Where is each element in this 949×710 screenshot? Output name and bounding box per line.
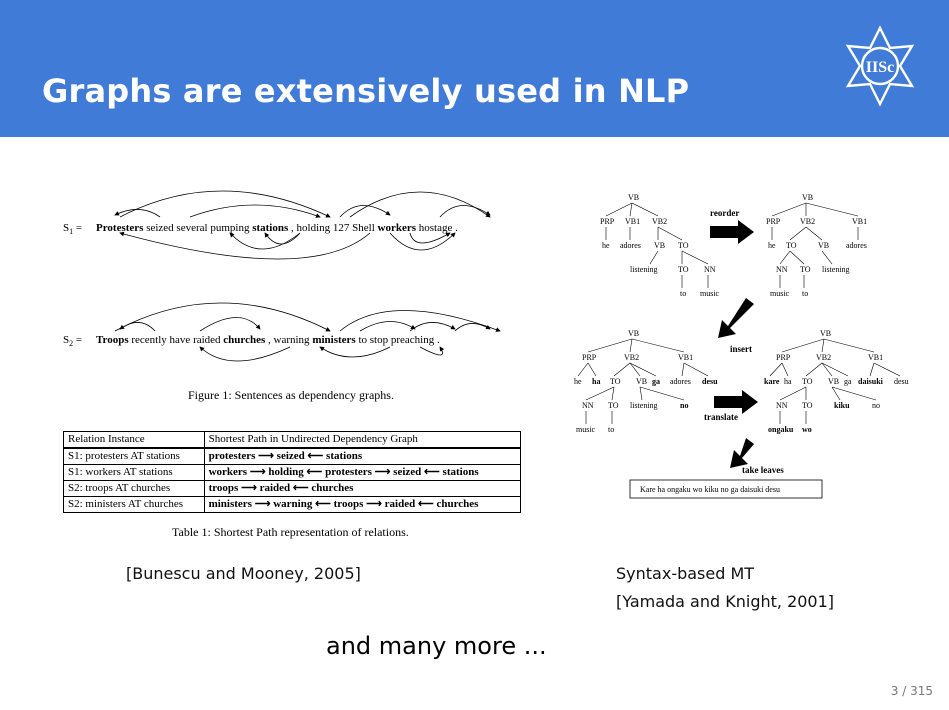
insert-arrow bbox=[718, 298, 754, 338]
svg-text:adores: adores bbox=[846, 241, 867, 250]
svg-text:music: music bbox=[700, 289, 720, 298]
svg-text:no: no bbox=[680, 401, 689, 410]
svg-text:listening: listening bbox=[822, 265, 850, 274]
dependency-word: Protesters bbox=[96, 222, 144, 234]
svg-text:TO: TO bbox=[678, 265, 689, 274]
table-cell-path: workers ⟶ holding ⟵ protesters ⟶ seized ⟵ stations bbox=[204, 465, 520, 481]
iisc-logo bbox=[838, 24, 922, 108]
svg-text:VB2: VB2 bbox=[652, 217, 668, 226]
svg-text:adores: adores bbox=[620, 241, 641, 250]
citation-yamada: [Yamada and Knight, 2001] bbox=[616, 592, 835, 611]
svg-text:adores: adores bbox=[670, 377, 691, 386]
table-row bbox=[64, 481, 521, 497]
svg-text:VB1: VB1 bbox=[625, 217, 641, 226]
dependency-word: workers bbox=[374, 222, 417, 234]
mt-output-sentence: Kare ha ongaku wo kiku no ga daisuki desu bbox=[640, 485, 780, 494]
svg-text:TO: TO bbox=[786, 241, 797, 250]
slide-title: Graphs are extensively used in NLP bbox=[42, 72, 690, 110]
svg-text:PRP: PRP bbox=[776, 353, 791, 362]
table-row bbox=[64, 448, 521, 465]
table-header: Shortest Path in Undirected Dependency Graph bbox=[204, 432, 520, 449]
svg-text:take leaves: take leaves bbox=[742, 465, 784, 475]
svg-text:VB: VB bbox=[636, 377, 648, 386]
svg-text:listening: listening bbox=[630, 401, 658, 410]
svg-text:PRP: PRP bbox=[582, 353, 597, 362]
svg-text:he: he bbox=[768, 241, 776, 250]
slide-header bbox=[0, 0, 949, 137]
svg-text:NN: NN bbox=[776, 401, 788, 410]
svg-text:VB2: VB2 bbox=[816, 353, 832, 362]
svg-text:to: to bbox=[680, 289, 687, 298]
dependency-word: Troops bbox=[96, 334, 129, 346]
and-many-more-text: and many more ... bbox=[326, 632, 547, 660]
table-header-row bbox=[64, 432, 521, 449]
svg-text:no: no bbox=[872, 401, 880, 410]
table-cell-path: protesters ⟶ seized ⟵ stations bbox=[204, 448, 520, 465]
svg-text:VB1: VB1 bbox=[678, 353, 694, 362]
table-caption: Table 1: Shortest Path representation of relations. bbox=[172, 525, 409, 539]
figure-caption: Figure 1: Sentences as dependency graphs. bbox=[188, 388, 394, 402]
dependency-word: 127 bbox=[330, 222, 350, 234]
svg-text:VB: VB bbox=[628, 329, 640, 338]
svg-text:VB: VB bbox=[828, 377, 840, 386]
svg-text:ha: ha bbox=[592, 377, 601, 386]
svg-text:wo: wo bbox=[802, 425, 812, 434]
dependency-word: recently bbox=[128, 334, 167, 346]
table-cell-path: troops ⟶ raided ⟵ churches bbox=[204, 481, 520, 497]
table-cell-instance: S2: troops AT churches bbox=[64, 481, 205, 497]
svg-text:TO: TO bbox=[678, 241, 689, 250]
dependency-word: ministers bbox=[309, 334, 356, 346]
svg-text:VB1: VB1 bbox=[852, 217, 868, 226]
svg-text:music: music bbox=[770, 289, 790, 298]
svg-text:VB: VB bbox=[628, 193, 640, 202]
table-row bbox=[64, 497, 521, 513]
dependency-word: stop bbox=[367, 334, 389, 346]
svg-text:he: he bbox=[574, 377, 582, 386]
dependency-word: seized bbox=[143, 222, 174, 234]
svg-text:TO: TO bbox=[610, 377, 621, 386]
svg-text:ga: ga bbox=[844, 377, 852, 386]
page-number: 3 / 315 bbox=[890, 684, 933, 698]
dependency-word: several bbox=[173, 222, 208, 234]
svg-text:PRP: PRP bbox=[600, 217, 615, 226]
citation-bunescu: [Bunescu and Mooney, 2005] bbox=[126, 564, 361, 583]
table-cell-instance: S2: ministers AT churches bbox=[64, 497, 205, 513]
dependency-word: hostage . bbox=[416, 222, 458, 234]
svg-text:VB: VB bbox=[818, 241, 830, 250]
translate-arrow bbox=[714, 390, 758, 414]
table-row bbox=[64, 465, 521, 481]
svg-text:S1 =: $S_1$ = bbox=[63, 222, 83, 236]
dependency-word: churches bbox=[220, 334, 266, 346]
svg-text:insert: insert bbox=[730, 344, 752, 354]
svg-text:NN: NN bbox=[582, 401, 594, 410]
svg-text:to: to bbox=[608, 425, 615, 434]
svg-text:VB: VB bbox=[820, 329, 832, 338]
dependency-word: Shell bbox=[349, 222, 375, 234]
sentence-2 bbox=[96, 334, 440, 346]
svg-text:kare: kare bbox=[764, 377, 780, 386]
svg-text:translate: translate bbox=[704, 412, 738, 422]
svg-text:TO: TO bbox=[802, 401, 813, 410]
sentence-1 bbox=[96, 222, 458, 234]
dependency-word: have bbox=[166, 334, 191, 346]
svg-text:to: to bbox=[802, 289, 809, 298]
dependency-word: to bbox=[355, 334, 368, 346]
logo-text: IISc bbox=[865, 59, 895, 76]
table-cell-instance: S1: protesters AT stations bbox=[64, 448, 205, 465]
citation-syntax-mt-title: Syntax-based MT bbox=[616, 564, 755, 583]
take-leaves-arrow bbox=[730, 438, 754, 468]
table-cell-path: ministers ⟶ warning ⟵ troops ⟶ raided ⟵ churches bbox=[204, 497, 520, 513]
svg-text:VB2: VB2 bbox=[624, 353, 640, 362]
svg-text:TO: TO bbox=[800, 265, 811, 274]
svg-text:VB: VB bbox=[654, 241, 666, 250]
dependency-graph-figure bbox=[60, 175, 530, 375]
svg-text:daisuki: daisuki bbox=[858, 377, 883, 386]
svg-text:NN: NN bbox=[776, 265, 788, 274]
svg-text:kiku: kiku bbox=[834, 401, 850, 410]
dependency-word: preaching . bbox=[388, 334, 440, 346]
svg-text:ga: ga bbox=[652, 377, 660, 386]
table-cell-instance: S1: workers AT stations bbox=[64, 465, 205, 481]
svg-text:ha: ha bbox=[784, 377, 792, 386]
svg-text:NN: NN bbox=[704, 265, 716, 274]
svg-text:VB1: VB1 bbox=[868, 353, 884, 362]
svg-text:TO: TO bbox=[608, 401, 619, 410]
svg-text:PRP: PRP bbox=[766, 217, 781, 226]
relation-table bbox=[63, 431, 521, 513]
svg-text:listening: listening bbox=[630, 265, 658, 274]
svg-text:VB2: VB2 bbox=[800, 217, 816, 226]
svg-text:desu: desu bbox=[702, 377, 718, 386]
svg-text:he: he bbox=[602, 241, 610, 250]
svg-text:reorder: reorder bbox=[710, 208, 740, 218]
svg-text:TO: TO bbox=[802, 377, 813, 386]
dependency-word: , holding bbox=[288, 222, 331, 234]
dependency-word: stations bbox=[249, 222, 289, 234]
svg-text:music: music bbox=[576, 425, 596, 434]
svg-text:VB: VB bbox=[802, 193, 814, 202]
dependency-word: raided bbox=[190, 334, 221, 346]
syntax-mt-figure bbox=[570, 190, 920, 505]
reorder-arrow bbox=[710, 220, 754, 244]
dependency-word: , warning bbox=[265, 334, 310, 346]
dependency-word: pumping bbox=[207, 222, 250, 234]
svg-text:S2 =: $S_2$ = bbox=[63, 334, 83, 348]
svg-text:desu: desu bbox=[894, 377, 909, 386]
table-header: Relation Instance bbox=[64, 432, 205, 449]
svg-text:ongaku: ongaku bbox=[768, 425, 794, 434]
